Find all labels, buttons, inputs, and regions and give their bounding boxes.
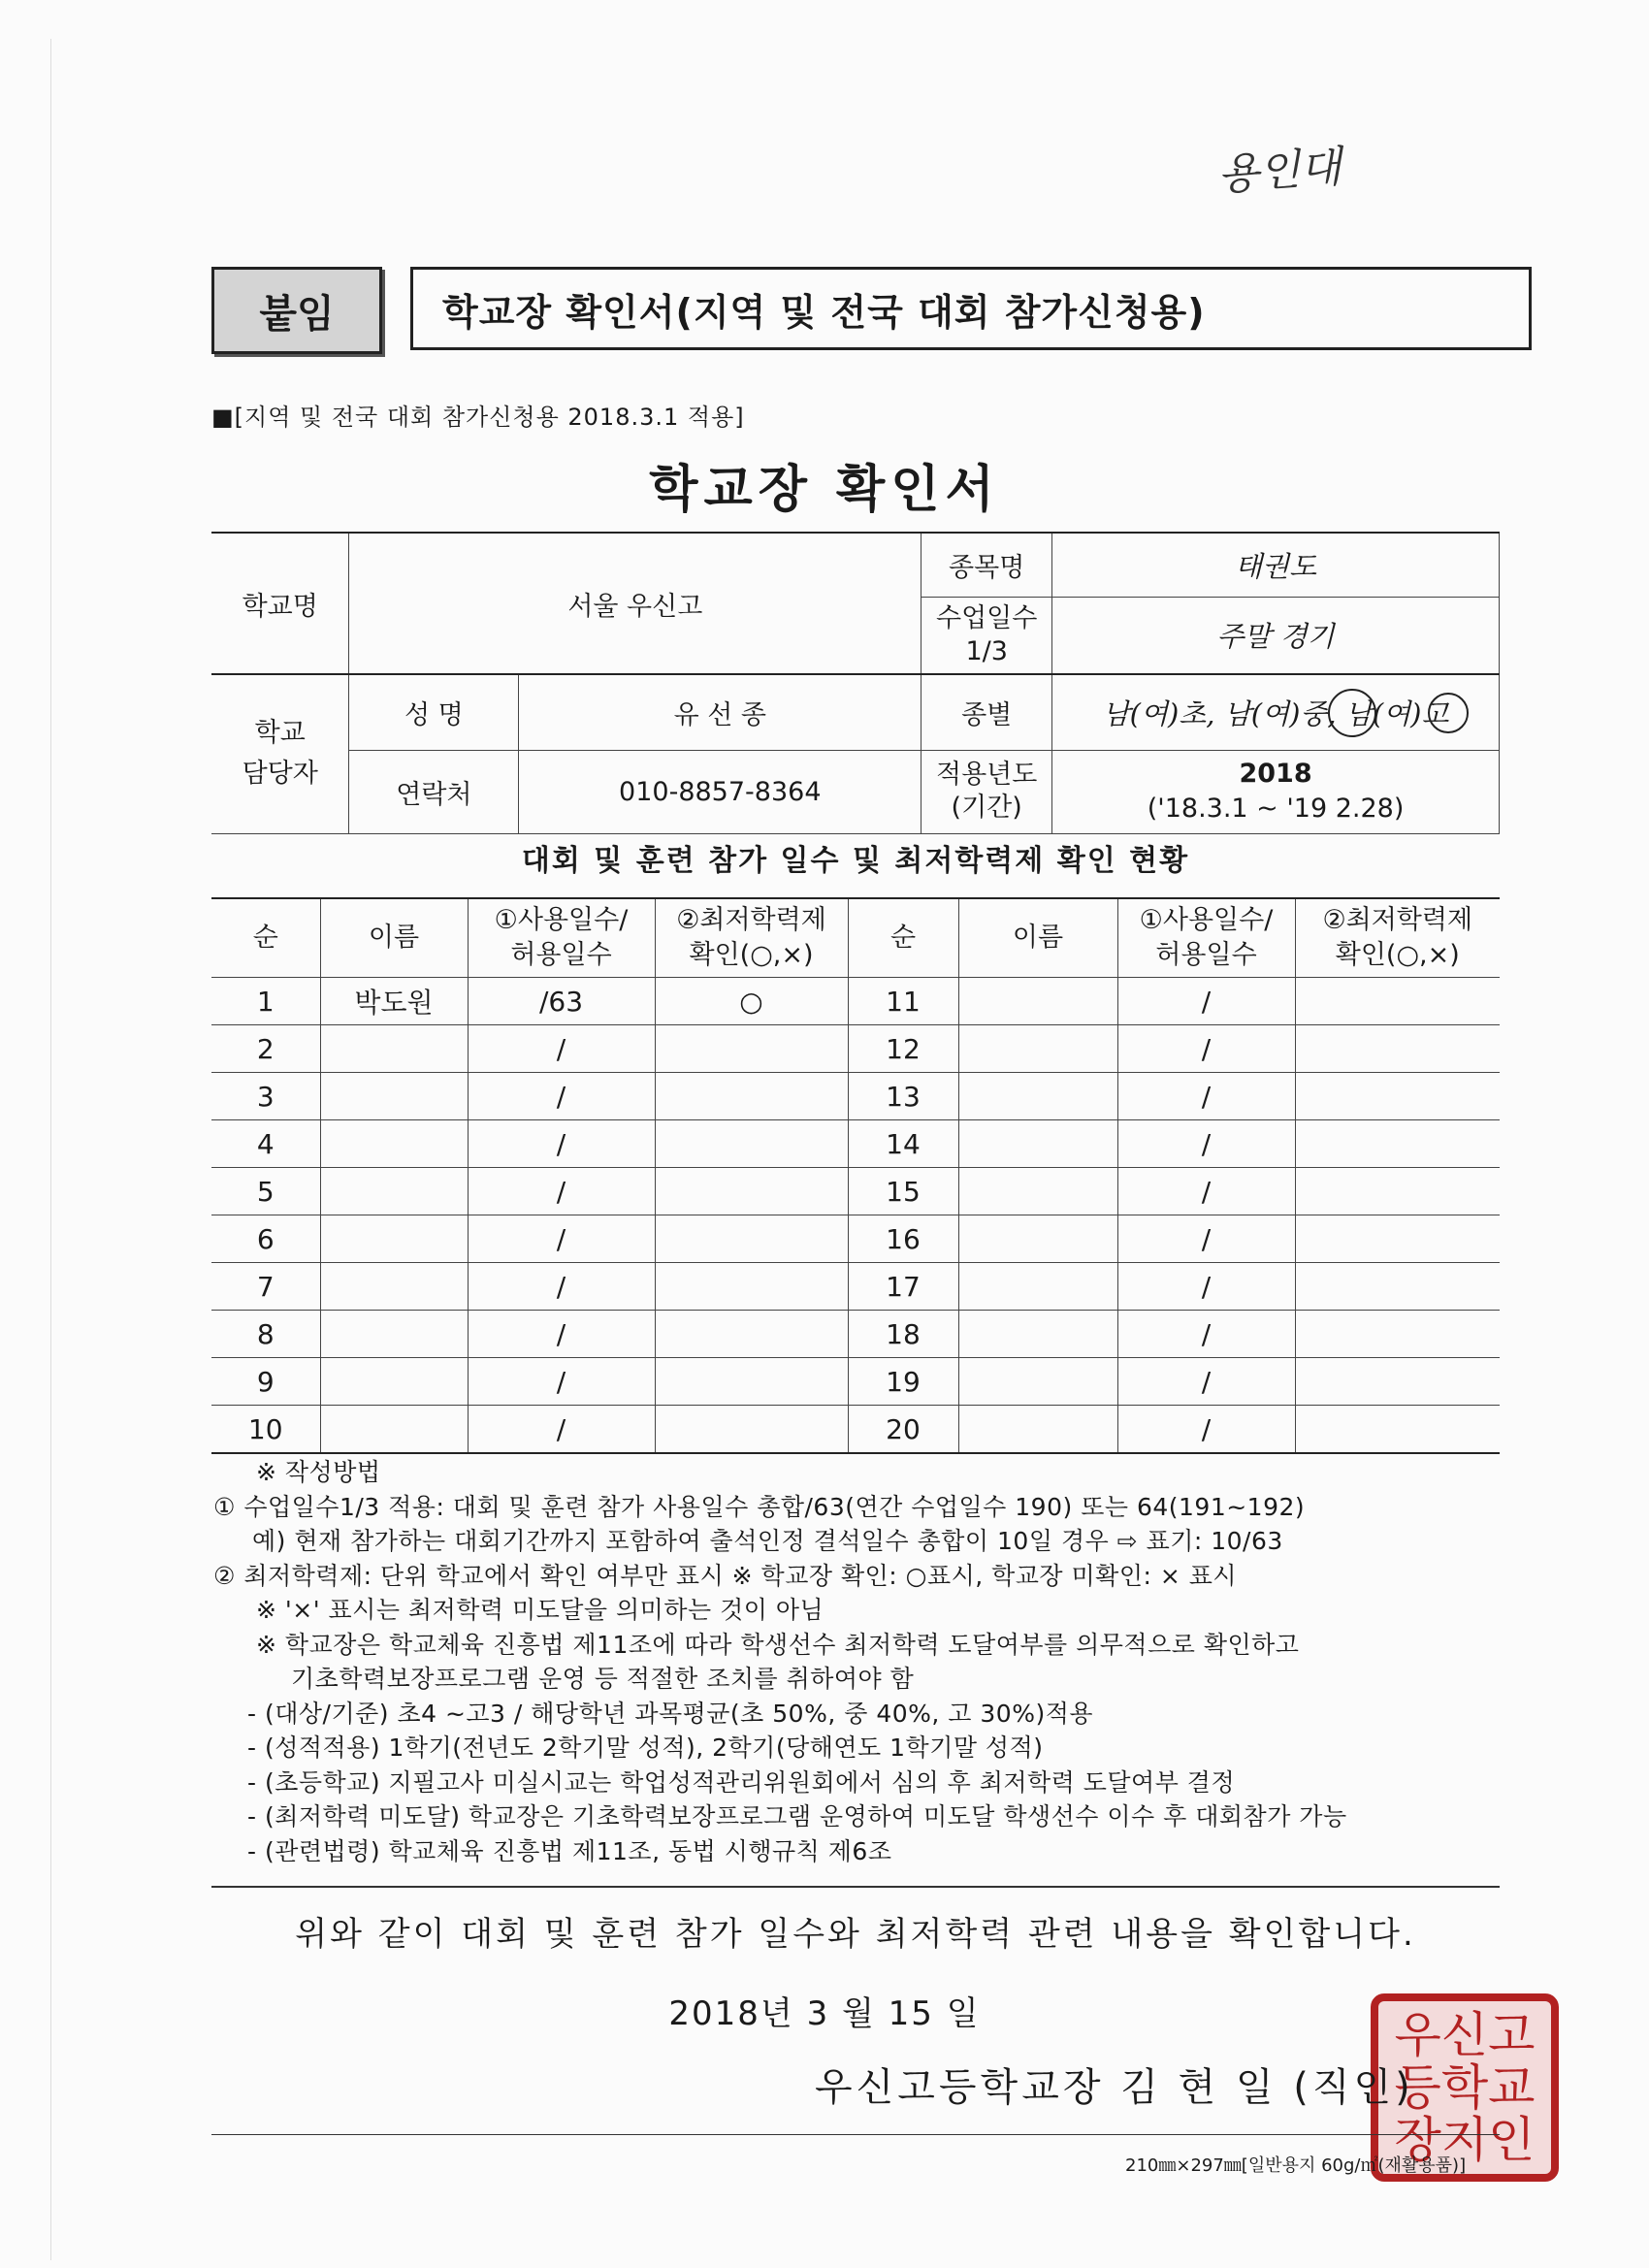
notes-heading: ※ 작성방법: [256, 1458, 381, 1486]
note-item: ※ 학교장은 학교체육 진흥법 제11조에 따라 학생선수 최저학력 도달여부를 의무적으로 확인하고: [256, 1630, 1300, 1659]
used-days: /: [1117, 1358, 1295, 1406]
document-title-box: 학교장 확인서(지역 및 전국 대회 참가신청용): [410, 267, 1532, 350]
note-detail: - (대상/기준) 초4 ~고3 / 해당학년 과목평균(초 50%, 중 40%, 고 30%)적용: [247, 1699, 1093, 1728]
student-name: [958, 1025, 1117, 1073]
min-academic-check: [1295, 1025, 1500, 1073]
row-number: 15: [848, 1168, 958, 1215]
used-days: /: [1117, 1406, 1295, 1454]
row-number: 7: [211, 1263, 320, 1311]
row-number: 11: [848, 978, 958, 1025]
min-academic-check: [655, 1025, 848, 1073]
table-row: [211, 1358, 1500, 1406]
note-detail: - (최저학력 미도달) 학교장은 기초학력보장프로그램 운영하여 미도달 학생선수 이수 후 대회참가 가능: [247, 1802, 1347, 1831]
table-row: [211, 1311, 1500, 1358]
min-academic-check: [1295, 1263, 1500, 1311]
note-item: 예) 현재 참가하는 대회기간까지 포함하여 출석인정 결석일수 총합이 10일 경우 ⇨ 표기: 10/63: [252, 1527, 1283, 1555]
row-number: 6: [211, 1215, 320, 1263]
name-value: 유 선 종: [519, 674, 922, 750]
note-detail: - (성적적용) 1학기(전년도 2학기말 성적), 2학기(당해연도 1학기말 성적): [247, 1733, 1044, 1762]
contact-label: 연락처: [349, 750, 519, 833]
used-days: /: [468, 1073, 655, 1120]
row-number: 9: [211, 1358, 320, 1406]
section-title: 대회 및 훈련 참가 일수 및 최저학력제 확인 현황: [521, 844, 1190, 878]
type-label: 종별: [922, 674, 1052, 750]
min-academic-check: [655, 1263, 848, 1311]
row-number: 8: [211, 1311, 320, 1358]
student-name: [958, 1073, 1117, 1120]
col-header-days: ①사용일수/ 허용일수: [468, 898, 655, 978]
student-name: [320, 1168, 468, 1215]
used-days: /: [1117, 1215, 1295, 1263]
min-academic-check: [655, 1311, 848, 1358]
type-value: 남(여)초, 남(여)중, 남(여)고: [1102, 697, 1449, 730]
table-row: [211, 1120, 1500, 1168]
used-days: /: [1117, 978, 1295, 1025]
col-header-check: ②최저학력제 확인(○,×): [655, 898, 848, 978]
col-header-no: 순: [848, 898, 958, 978]
min-academic-check: [1295, 1311, 1500, 1358]
circle-mark-high: [1429, 694, 1468, 732]
used-days: /: [1117, 1168, 1295, 1215]
used-days: /: [1117, 1311, 1295, 1358]
confirm-text: 위와 같이 대회 및 훈련 참가 일수와 최저학력 관련 내용을 확인합니다.: [295, 1915, 1416, 1954]
used-days: /: [468, 1215, 655, 1263]
name-label: 성 명: [349, 674, 519, 750]
col-header-check: ②최저학력제 확인(○,×): [1295, 898, 1500, 978]
row-number: 2: [211, 1025, 320, 1073]
row-number: 14: [848, 1120, 958, 1168]
col-header-days: ①사용일수/ 허용일수: [1117, 898, 1295, 978]
row-number: 3: [211, 1073, 320, 1120]
student-name: [320, 1073, 468, 1120]
min-academic-check: [1295, 1120, 1500, 1168]
reference-line: ■[지역 및 전국 대회 참가신청용 2018.3.1 적용]: [211, 404, 745, 431]
student-name: [320, 1025, 468, 1073]
school-info-table: [211, 532, 1500, 834]
contact-value: 010-8857-8364: [519, 750, 922, 833]
participation-table: [211, 897, 1500, 1454]
note-item: ※ '×' 표시는 최저학력 미도달을 의미하는 것이 아님: [256, 1596, 824, 1624]
row-number: 12: [848, 1025, 958, 1073]
student-name: [320, 1215, 468, 1263]
min-academic-check: ○: [655, 978, 848, 1025]
min-academic-check: [1295, 1168, 1500, 1215]
used-days: /: [468, 1358, 655, 1406]
year-value: 2018: [1239, 759, 1312, 789]
used-days: /: [468, 1025, 655, 1073]
student-name: [958, 978, 1117, 1025]
min-academic-check: [1295, 978, 1500, 1025]
table-row: [211, 1073, 1500, 1120]
paper-spec: 210㎜×297㎜[일반용지 60g/㎡(재활용품)]: [1125, 2155, 1467, 2176]
note-item: ① 수업일수1/3 적용: 대회 및 훈련 참가 사용일수 총합/63(연간 수업일수 190) 또는 64(191~192): [213, 1492, 1306, 1521]
used-days: /: [1117, 1120, 1295, 1168]
student-name: [320, 1406, 468, 1454]
row-number: 1: [211, 978, 320, 1025]
min-academic-check: [655, 1358, 848, 1406]
col-header-name: 이름: [958, 898, 1117, 978]
used-days: /: [468, 1168, 655, 1215]
table-row: [211, 978, 1500, 1025]
table-row: [211, 1406, 1500, 1454]
row-number: 16: [848, 1215, 958, 1263]
signer-line: 우신고등학교장 김 현 일 (직인): [815, 2065, 1414, 2110]
student-name: [958, 1120, 1117, 1168]
event-label: 종목명: [922, 533, 1052, 597]
col-header-no: 순: [211, 898, 320, 978]
used-days: /: [468, 1311, 655, 1358]
type-circle-marks: [1052, 675, 1500, 751]
used-days: /63: [468, 978, 655, 1025]
days-value: 주말 경기: [1052, 597, 1500, 674]
student-name: [958, 1168, 1117, 1215]
staff-label: 학교 담당자: [211, 674, 349, 833]
student-name: [320, 1263, 468, 1311]
used-days: /: [1117, 1263, 1295, 1311]
year-period: ('18.3.1 ~ '19 2.28): [1147, 794, 1405, 824]
attachment-badge: 붙임: [211, 267, 382, 354]
min-academic-check: [655, 1406, 848, 1454]
circle-mark-male: [1329, 690, 1375, 736]
student-name: [958, 1358, 1117, 1406]
note-detail: - (초등학교) 지필고사 미실시교는 학업성적관리위원회에서 심의 후 최저학력 도달여부 결정: [247, 1767, 1236, 1797]
row-number: 18: [848, 1311, 958, 1358]
divider: [211, 2134, 1500, 2135]
used-days: /: [1117, 1025, 1295, 1073]
min-academic-check: [655, 1215, 848, 1263]
used-days: /: [468, 1263, 655, 1311]
note-item: 기초학력보장프로그램 운영 등 적절한 조치를 취하여야 함: [291, 1665, 915, 1693]
student-name: [320, 1358, 468, 1406]
student-name: [958, 1406, 1117, 1454]
min-academic-check: [1295, 1406, 1500, 1454]
divider: [211, 1886, 1500, 1888]
used-days: /: [468, 1120, 655, 1168]
student-name: 박도원: [320, 978, 468, 1025]
table-row: [211, 1263, 1500, 1311]
table-row: [211, 1168, 1500, 1215]
used-days: /: [468, 1406, 655, 1454]
row-number: 13: [848, 1073, 958, 1120]
row-number: 17: [848, 1263, 958, 1311]
handwritten-note: 용인대: [1215, 142, 1343, 201]
min-academic-check: [655, 1073, 848, 1120]
table-row: [211, 1215, 1500, 1263]
writing-instructions: [213, 1455, 1504, 1868]
row-number: 5: [211, 1168, 320, 1215]
table-header-row: [211, 898, 1500, 978]
student-name: [320, 1120, 468, 1168]
used-days: /: [1117, 1073, 1295, 1120]
row-number: 20: [848, 1406, 958, 1454]
min-academic-check: [1295, 1073, 1500, 1120]
event-value: 태권도: [1052, 533, 1500, 597]
row-number: 19: [848, 1358, 958, 1406]
days-label: 수업일수 1/3: [922, 597, 1052, 674]
type-value-cell: [1052, 674, 1500, 750]
student-name: [958, 1311, 1117, 1358]
note-detail: - (관련법령) 학교체육 진흥법 제11조, 동법 시행규칙 제6조: [247, 1836, 892, 1865]
student-name: [958, 1215, 1117, 1263]
page-title: 학교장 확인서: [649, 461, 1000, 519]
table-row: [211, 1025, 1500, 1073]
student-name: [320, 1311, 468, 1358]
year-value-cell: [1052, 750, 1500, 833]
seal-text: 우신고 등학교 장지인: [1394, 2007, 1536, 2168]
row-number: 10: [211, 1406, 320, 1454]
col-header-name: 이름: [320, 898, 468, 978]
min-academic-check: [1295, 1215, 1500, 1263]
min-academic-check: [1295, 1358, 1500, 1406]
note-item: ② 최저학력제: 단위 학교에서 확인 여부만 표시 ※ 학교장 확인: ○표시, 학교장 미확인: × 표시: [213, 1561, 1238, 1590]
min-academic-check: [655, 1120, 848, 1168]
year-label: 적용년도 (기간): [922, 750, 1052, 833]
school-label: 학교명: [211, 533, 349, 674]
issue-date: 2018년 3 월 15 일: [668, 1994, 981, 2033]
school-value: 서울 우신고: [349, 533, 922, 674]
row-number: 4: [211, 1120, 320, 1168]
min-academic-check: [655, 1168, 848, 1215]
attachment-header: [211, 267, 1502, 354]
student-name: [958, 1263, 1117, 1311]
